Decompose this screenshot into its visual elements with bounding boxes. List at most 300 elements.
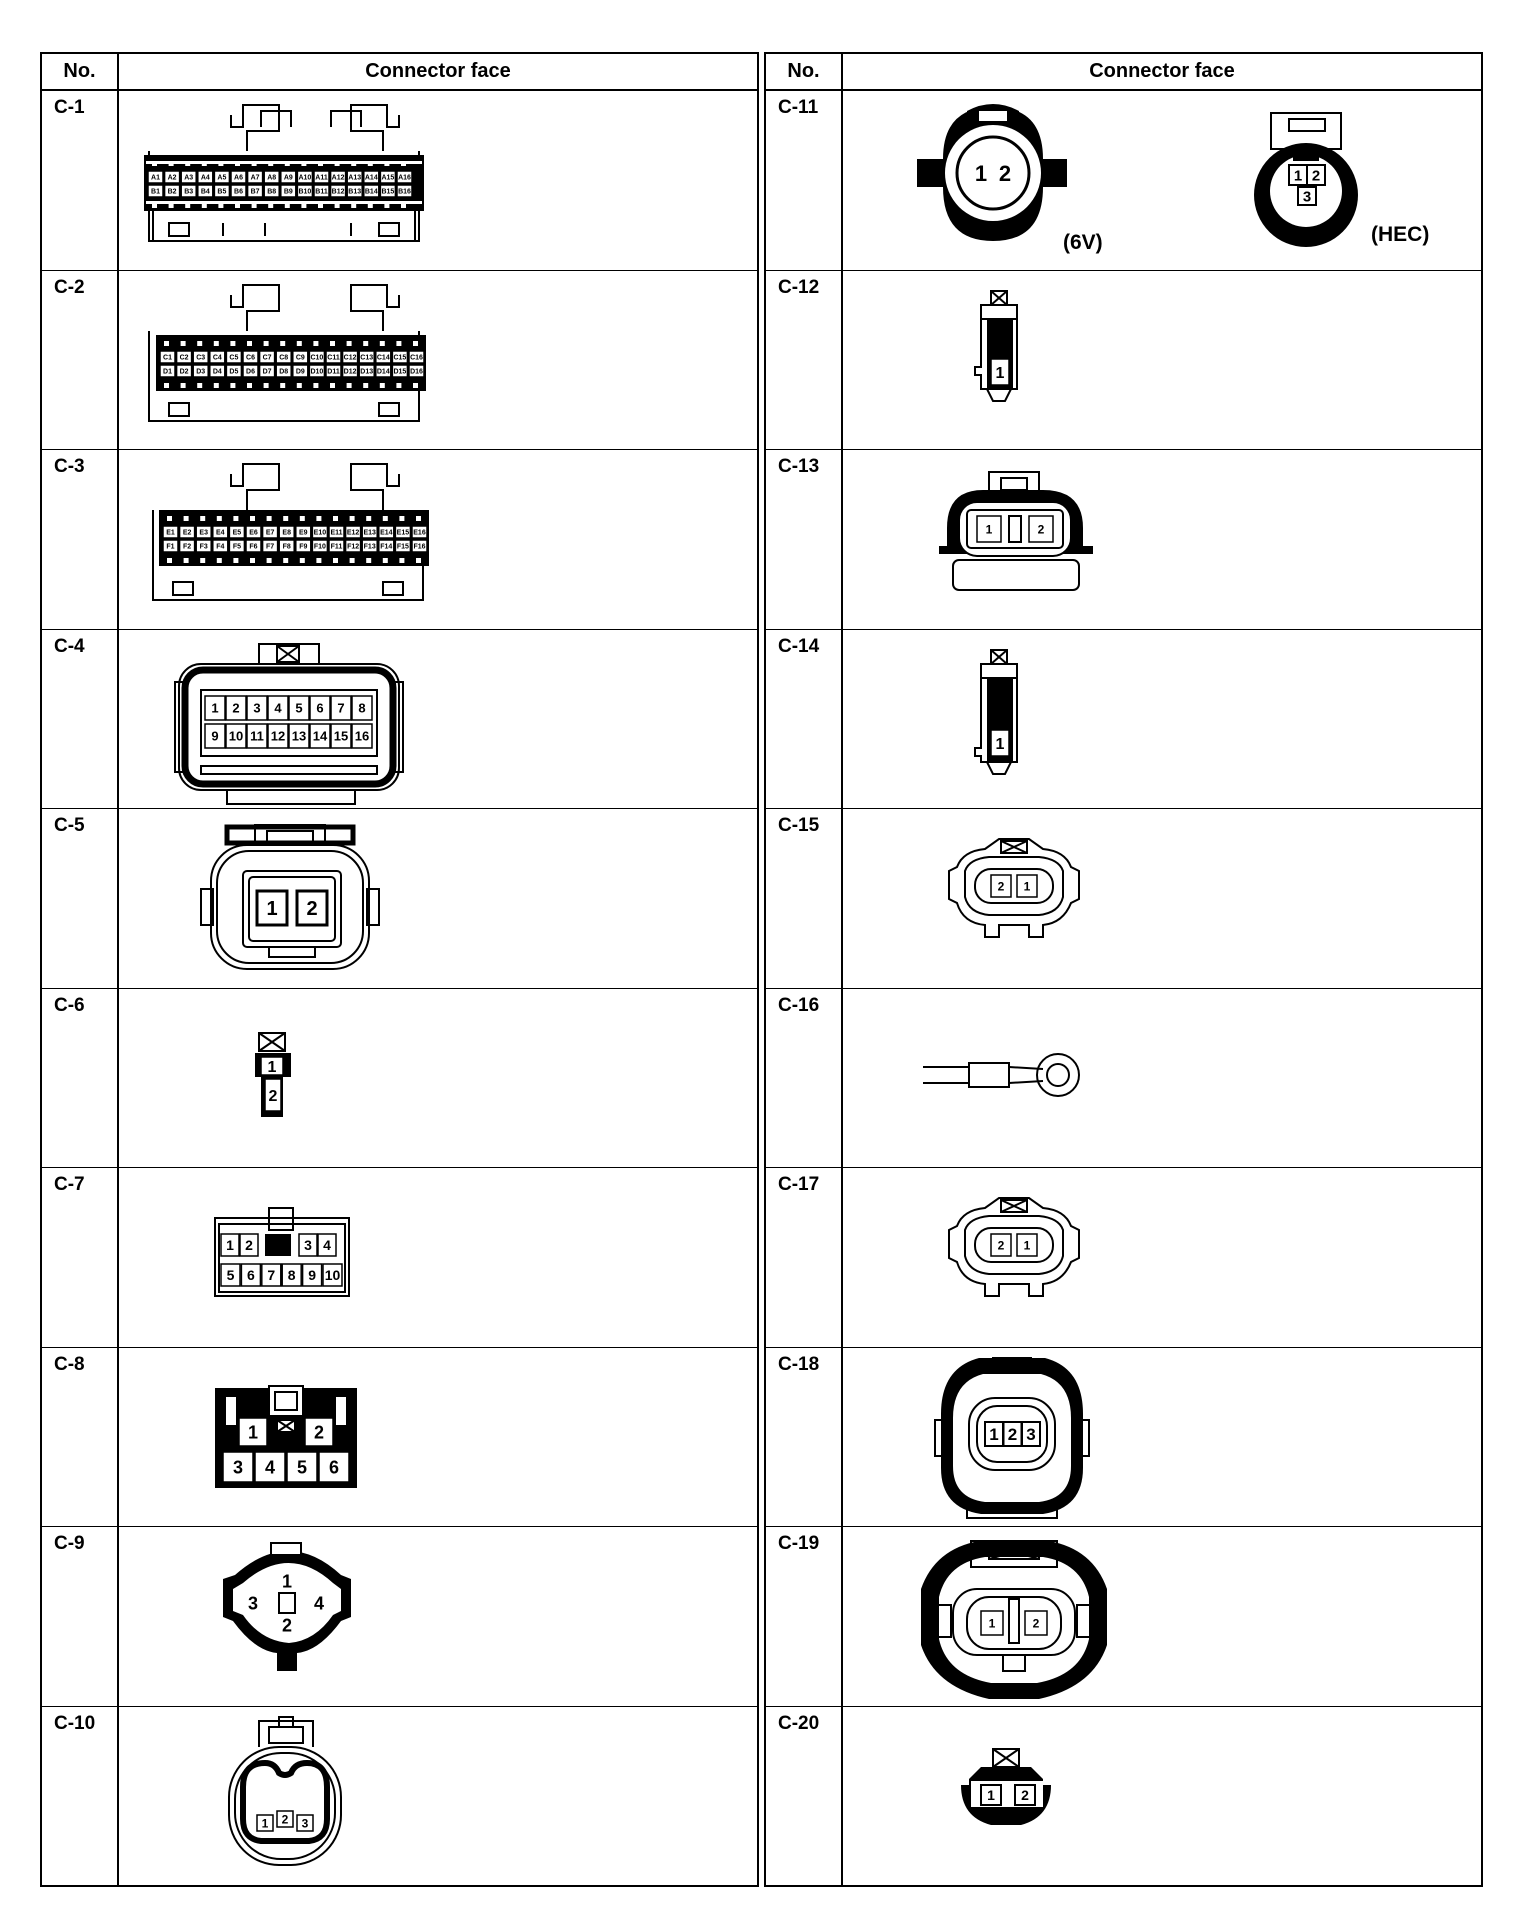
latch-dot — [185, 161, 190, 166]
header-no: No. — [42, 54, 119, 89]
connector-number: C-18 — [766, 1348, 843, 1527]
pin-number: E3 — [199, 529, 208, 537]
pin-number: 1 — [1023, 1238, 1031, 1253]
latch-dot — [330, 383, 335, 388]
pin-number: 2 — [1032, 1616, 1040, 1631]
pin-number: B15 — [381, 188, 395, 196]
connector-face-c8 — [119, 1348, 757, 1527]
pin-number: 1 — [226, 1237, 234, 1254]
pin-number: E13 — [363, 529, 376, 537]
table-row — [42, 630, 757, 810]
connector-face-c15 — [843, 809, 1481, 988]
pin-number: D4 — [212, 368, 222, 376]
pin-number: E6 — [249, 529, 258, 537]
latch-dot — [413, 383, 418, 388]
connector-face-c5 — [119, 809, 757, 988]
pin-number: D15 — [393, 368, 407, 376]
pin-number: 16 — [354, 728, 370, 744]
pin-number: 5 — [296, 1456, 308, 1477]
connector-number: C-3 — [42, 450, 119, 629]
pin-number: D16 — [410, 368, 423, 376]
pin-number: 1 — [988, 1616, 996, 1631]
pin-number: A8 — [267, 174, 277, 182]
connector-number: C-19 — [766, 1527, 843, 1706]
pin-number: 8 — [358, 700, 366, 716]
pin-number: A9 — [283, 174, 293, 182]
pin-number: 1 — [989, 1424, 999, 1444]
latch-dot — [218, 161, 223, 166]
latch-dot — [181, 341, 186, 346]
pin-number: E11 — [330, 529, 343, 537]
pin-number: D9 — [295, 368, 305, 376]
latch-dot — [285, 161, 290, 166]
pin-number: E7 — [265, 529, 275, 537]
pin-number: E8 — [282, 529, 291, 537]
pin-number: C7 — [262, 354, 272, 362]
table-row — [766, 989, 1481, 1169]
pin-number: 2 — [281, 1615, 293, 1636]
pin-number: 2 — [1311, 167, 1321, 185]
pin-number: 7 — [337, 700, 345, 716]
pin-number: E15 — [396, 529, 410, 537]
latch-dot — [230, 383, 235, 388]
connector-face-c12 — [843, 271, 1481, 450]
pin-number: B6 — [234, 188, 243, 196]
pin-number: 2 — [313, 1421, 325, 1442]
latch-dot — [313, 383, 318, 388]
latch-dot — [401, 161, 406, 166]
pin-number: 3 — [1026, 1424, 1036, 1444]
latch-dot — [300, 516, 305, 521]
pin-number: E10 — [313, 529, 327, 537]
latch-dot — [233, 558, 238, 563]
pin-number: 1 — [266, 898, 278, 921]
table-header — [42, 54, 757, 91]
connector-number: C-5 — [42, 809, 119, 988]
latch-dot — [330, 341, 335, 346]
pin-number: C5 — [229, 354, 239, 362]
latch-dot — [283, 516, 288, 521]
pin-number: E4 — [216, 529, 225, 537]
latch-dot — [366, 516, 371, 521]
pin-number: 3 — [301, 1815, 309, 1830]
latch-dot — [214, 383, 219, 388]
pin-number: 11 — [250, 728, 264, 744]
latch-dot — [164, 383, 169, 388]
pin-number: A3 — [184, 174, 194, 182]
connector-number: C-4 — [42, 630, 119, 809]
latch-dot — [233, 516, 238, 521]
pin-number: A15 — [381, 174, 395, 182]
connector-face-c4 — [119, 630, 757, 809]
pin-number: A14 — [364, 174, 378, 182]
latch-dot — [300, 558, 305, 563]
table-row — [42, 1707, 757, 1887]
pin-number: F1 — [166, 543, 175, 551]
table-row — [766, 1707, 1481, 1887]
pin-number: A11 — [315, 174, 328, 182]
connector-face-c11 — [843, 91, 1481, 270]
pin-number: B7 — [250, 188, 260, 196]
header-connector-face: Connector face — [365, 60, 511, 82]
latch-dot — [399, 516, 404, 521]
latch-dot — [264, 383, 269, 388]
pin-number: 9 — [308, 1267, 316, 1284]
pin-number: 5 — [226, 1267, 235, 1284]
connector-number: C-1 — [42, 91, 119, 270]
pin-number: B8 — [267, 188, 277, 196]
connector-number: C-17 — [766, 1168, 843, 1347]
pin-number: E2 — [182, 529, 192, 537]
latch-dot — [152, 161, 157, 166]
pin-number: A13 — [348, 174, 362, 182]
pin-number: 2 — [245, 1237, 253, 1254]
latch-dot — [267, 516, 272, 521]
latch-dot — [416, 516, 421, 521]
pin-number: 3 — [232, 1456, 244, 1477]
pin-number: 13 — [291, 728, 307, 744]
connector-face-c6 — [119, 989, 757, 1168]
pin-number: B3 — [184, 188, 194, 196]
latch-dot — [383, 516, 388, 521]
pin-number: 10 — [228, 728, 244, 744]
latch-dot — [297, 341, 302, 346]
pin-number: F4 — [216, 543, 225, 551]
latch-dot — [167, 516, 172, 521]
pin-number: 14 — [312, 728, 328, 744]
pin-number: B5 — [217, 188, 227, 196]
pin-number: F5 — [232, 543, 241, 551]
latch-dot — [214, 341, 219, 346]
latch-dot — [235, 161, 240, 166]
pin-number: E12 — [346, 529, 360, 537]
latch-dot — [350, 558, 355, 563]
header-connector-face: Connector face — [1089, 60, 1235, 82]
pin-number: C2 — [179, 354, 189, 362]
pin-number: 2 — [1007, 1424, 1018, 1444]
pin-number: B16 — [398, 188, 411, 196]
pin-number: C8 — [279, 354, 289, 362]
pin-number: A2 — [167, 174, 177, 182]
table-row — [766, 1527, 1481, 1707]
pin-number: A16 — [398, 174, 411, 182]
pin-number: 2 — [997, 879, 1005, 894]
latch-dot — [316, 516, 321, 521]
pin-number: 8 — [287, 1267, 296, 1284]
connector-face-c16 — [843, 989, 1481, 1168]
pin-number: F6 — [249, 543, 258, 551]
latch-dot — [283, 558, 288, 563]
latch-dot — [181, 383, 186, 388]
pin-number: C10 — [310, 354, 324, 362]
pin-number: C11 — [327, 354, 340, 362]
pin-number: 2 — [306, 898, 318, 921]
latch-dot — [247, 341, 252, 346]
latch-dot — [217, 516, 222, 521]
pin-number: E5 — [232, 529, 242, 537]
pin-number: 15 — [333, 728, 349, 744]
latch-dot — [268, 161, 273, 166]
pin-number: D14 — [376, 368, 390, 376]
pin-number: 3 — [247, 1593, 259, 1614]
connector-table-left — [40, 52, 759, 1887]
latch-dot — [350, 516, 355, 521]
pin-number: C9 — [295, 354, 305, 362]
connector-number: C-12 — [766, 271, 843, 450]
pin-number: 2 — [998, 160, 1012, 186]
pin-number: E16 — [413, 529, 426, 537]
pin-number: D3 — [196, 368, 206, 376]
pin-number: 12 — [270, 728, 286, 744]
connector-number: C-16 — [766, 989, 843, 1168]
pin-number: F14 — [380, 543, 393, 551]
table-row — [766, 1348, 1481, 1528]
pin-number: C4 — [212, 354, 222, 362]
pin-number: F10 — [313, 543, 326, 551]
latch-dot — [247, 383, 252, 388]
latch-dot — [363, 383, 368, 388]
latch-dot — [250, 516, 255, 521]
pin-number: 2 — [268, 1087, 278, 1105]
pin-number: 4 — [274, 700, 282, 716]
latch-dot — [380, 383, 385, 388]
table-header — [766, 54, 1481, 91]
latch-dot — [301, 161, 306, 166]
pin-number: 1 — [1023, 879, 1031, 894]
pin-number: 3 — [253, 700, 261, 716]
latch-dot — [267, 558, 272, 563]
pin-number: C3 — [196, 354, 206, 362]
ring-terminal-icon — [923, 1054, 1079, 1096]
latch-dot — [197, 383, 202, 388]
pin-number: D6 — [246, 368, 255, 376]
connector-number: C-11 — [766, 91, 843, 270]
pin-number: E14 — [380, 529, 393, 537]
latch-dot — [316, 558, 321, 563]
connector-face-c14 — [843, 630, 1481, 809]
latch-dot — [399, 558, 404, 563]
latch-dot — [384, 161, 389, 166]
pin-number: D5 — [229, 368, 239, 376]
latch-dot — [197, 341, 202, 346]
pin-number: 6 — [328, 1456, 340, 1477]
pin-number: 4 — [313, 1593, 325, 1614]
pin-number: 2 — [997, 1238, 1005, 1253]
latch-dot — [396, 341, 401, 346]
latch-dot — [333, 516, 338, 521]
pin-number: D8 — [279, 368, 289, 376]
table-row — [42, 450, 757, 630]
pin-number: A1 — [151, 174, 160, 182]
connector-number: C-6 — [42, 989, 119, 1168]
latch-dot — [318, 161, 323, 166]
table-row — [766, 91, 1481, 271]
pin-number: 4 — [264, 1456, 276, 1477]
pin-number: C14 — [376, 354, 390, 362]
pin-number: B4 — [200, 188, 210, 196]
pin-number: F9 — [299, 543, 308, 551]
pin-number: 1 — [985, 522, 993, 537]
pin-number: 2 — [1021, 1786, 1029, 1803]
table-row — [766, 450, 1481, 630]
pin-number: 1 — [1293, 167, 1303, 185]
pin-number: A4 — [200, 174, 210, 182]
connector-face-c10 — [119, 1707, 757, 1887]
pin-number: 3 — [304, 1237, 312, 1254]
latch-dot — [416, 558, 421, 563]
latch-dot — [169, 161, 174, 166]
pin-number: B10 — [298, 188, 312, 196]
pin-number: F12 — [347, 543, 360, 551]
pin-number: B14 — [364, 188, 378, 196]
connector-table-right — [764, 52, 1483, 1887]
latch-dot — [333, 558, 338, 563]
pin-number: C15 — [393, 354, 407, 362]
pin-number: A10 — [298, 174, 312, 182]
connector-face-c20 — [843, 1707, 1481, 1887]
table-row — [42, 1348, 757, 1528]
header-no: No. — [766, 54, 843, 89]
connector-face-c9 — [119, 1527, 757, 1706]
connector-face-c17 — [843, 1168, 1481, 1347]
pin-number: D2 — [179, 368, 189, 376]
pin-number: C12 — [343, 354, 357, 362]
latch-dot — [297, 383, 302, 388]
table-row — [42, 271, 757, 451]
pin-number: D13 — [360, 368, 374, 376]
pin-number: 1 — [261, 1815, 269, 1830]
connector-face-c2 — [119, 271, 757, 450]
table-row — [766, 809, 1481, 989]
latch-dot — [396, 383, 401, 388]
pin-number: 4 — [323, 1237, 331, 1254]
pin-number: F8 — [282, 543, 291, 551]
latch-dot — [217, 558, 222, 563]
table-row — [42, 989, 757, 1169]
pin-number: F11 — [330, 543, 343, 551]
connector-number: C-7 — [42, 1168, 119, 1347]
pin-number: A6 — [234, 174, 243, 182]
connector-number: C-20 — [766, 1707, 843, 1887]
pin-number: D1 — [163, 368, 172, 376]
table-row — [766, 630, 1481, 810]
latch-dot — [351, 161, 356, 166]
latch-dot — [202, 161, 207, 166]
latch-dot — [252, 161, 257, 166]
latch-dot — [200, 558, 205, 563]
pin-number: 1 — [995, 735, 1005, 753]
pin-number: 1 — [987, 1786, 995, 1803]
variant-label-hec: (HEC) — [1371, 223, 1430, 246]
pin-number: C6 — [246, 354, 255, 362]
pin-number: D11 — [327, 368, 340, 376]
connector-face-c19 — [843, 1527, 1481, 1706]
latch-dot — [313, 341, 318, 346]
latch-dot — [380, 341, 385, 346]
connector-number: C-10 — [42, 1707, 119, 1887]
pin-number: A12 — [331, 174, 345, 182]
latch-dot — [413, 341, 418, 346]
latch-dot — [368, 161, 373, 166]
latch-dot — [335, 161, 340, 166]
connector-number: C-2 — [42, 271, 119, 450]
pin-number: B2 — [167, 188, 177, 196]
pin-number: 2 — [1037, 522, 1045, 537]
latch-dot — [264, 341, 269, 346]
latch-dot — [184, 558, 189, 563]
table-row — [42, 809, 757, 989]
pin-number: 6 — [316, 700, 324, 716]
table-row — [42, 91, 757, 271]
connector-face-c1 — [119, 91, 757, 270]
pin-number: C1 — [163, 354, 172, 362]
pin-number: 1 — [247, 1421, 259, 1442]
pin-number: B12 — [331, 188, 345, 196]
pin-number: B1 — [151, 188, 160, 196]
table-row — [766, 271, 1481, 451]
latch-dot — [280, 341, 285, 346]
pin-number: E9 — [299, 529, 308, 537]
variant-label-6v: (6V) — [1063, 231, 1103, 254]
latch-dot — [200, 516, 205, 521]
pin-number: F15 — [396, 543, 409, 551]
connector-face-c18 — [843, 1348, 1481, 1527]
table-row — [42, 1527, 757, 1707]
pin-number: 1 — [995, 364, 1005, 382]
pin-number: 2 — [232, 700, 240, 716]
connector-number: C-15 — [766, 809, 843, 988]
connector-number: C-14 — [766, 630, 843, 809]
pin-number: D12 — [343, 368, 357, 376]
pin-number: 3 — [1302, 188, 1312, 206]
pin-number: 2 — [281, 1811, 289, 1826]
pin-number: A5 — [217, 174, 227, 182]
pin-number: F2 — [183, 543, 192, 551]
latch-dot — [184, 516, 189, 521]
pin-number: D7 — [262, 368, 272, 376]
pin-number: 10 — [324, 1267, 341, 1284]
latch-dot — [363, 341, 368, 346]
latch-dot — [347, 341, 352, 346]
pin-number: C16 — [410, 354, 423, 362]
pin-number: 9 — [211, 728, 219, 744]
latch-dot — [347, 383, 352, 388]
pin-number: 6 — [247, 1267, 255, 1284]
pin-number: F13 — [363, 543, 376, 551]
pin-number: F7 — [266, 543, 275, 551]
connector-face-c7 — [119, 1168, 757, 1347]
latch-dot — [383, 558, 388, 563]
connector-number: C-9 — [42, 1527, 119, 1706]
pin-number: E1 — [166, 529, 175, 537]
pin-number: 5 — [295, 700, 303, 716]
pin-number: B13 — [348, 188, 362, 196]
pin-number: B9 — [283, 188, 293, 196]
pin-number: 1 — [974, 160, 988, 186]
connector-number: C-13 — [766, 450, 843, 629]
pin-number: 7 — [267, 1267, 276, 1284]
connector-face-c13 — [843, 450, 1481, 629]
latch-dot — [230, 341, 235, 346]
pin-number: D10 — [310, 368, 324, 376]
pin-number: B11 — [315, 188, 328, 196]
pin-number: 1 — [211, 700, 219, 716]
latch-dot — [164, 341, 169, 346]
table-row — [766, 1168, 1481, 1348]
latch-dot — [167, 558, 172, 563]
pin-number: C13 — [360, 354, 374, 362]
pin-number: F16 — [413, 543, 426, 551]
